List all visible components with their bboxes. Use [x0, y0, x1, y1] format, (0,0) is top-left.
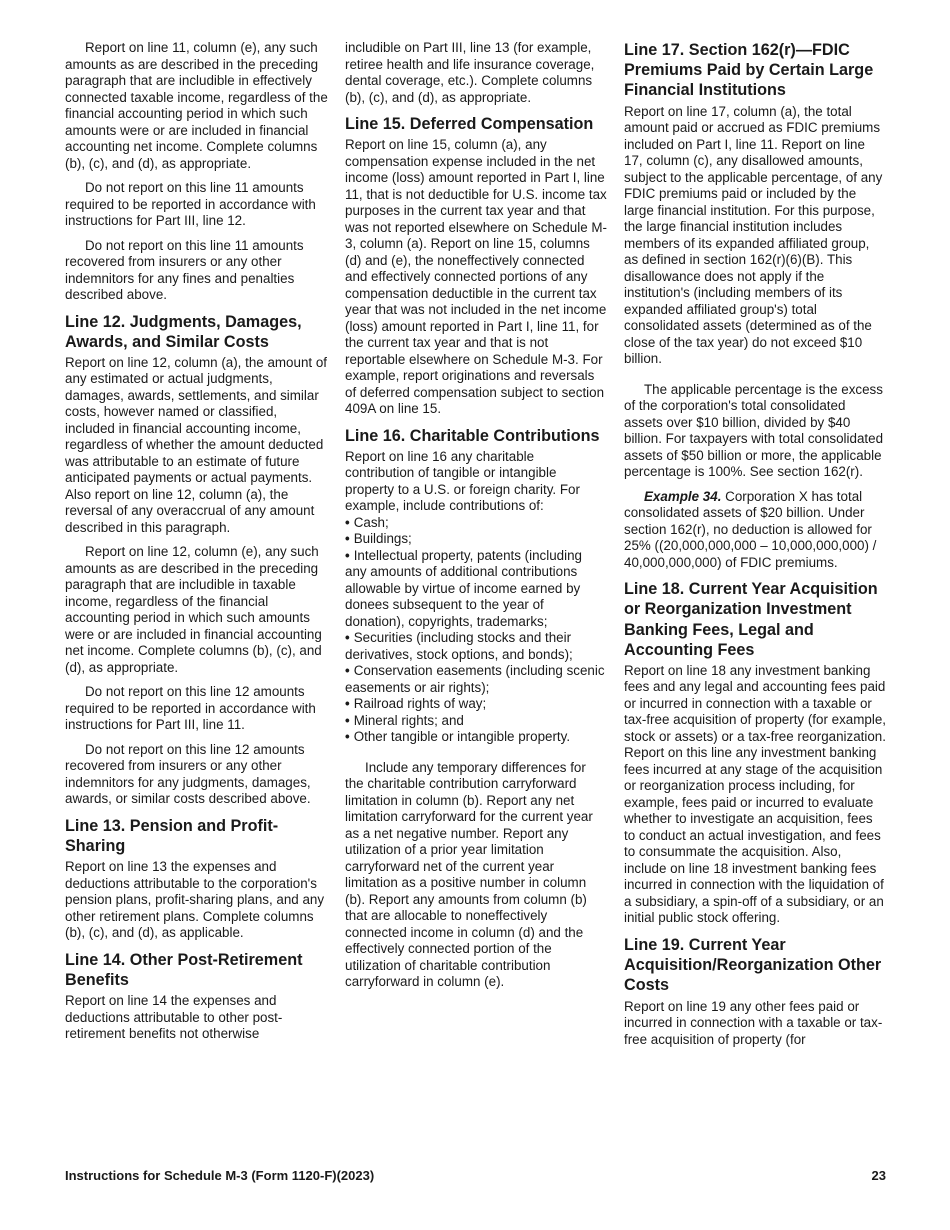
heading-line-19: Line 19. Current Year Acquisition/Reorganization Other Costs [624, 935, 882, 995]
paragraph: Report on line 11, column (e), any such amounts as are described in the preceding paragraph that are includible in effectively connected taxable income, regardless of the financial accounting period in which such amounts were or are included in financial accounting net income. Complete columns (b), (c), and (d), as appropriate. [65, 40, 328, 171]
column-right [624, 40, 886, 1056]
paragraph: The applicable percentage is the excess of the corporation's total consolidated assets over $10 billion, divided by $40 billion. For taxpayers with total consolidated assets of $50 billion or more, the applicable percentage is 100%. See section 162(r). [624, 381, 884, 480]
paragraph: Do not report on this line 11 amounts recovered from insurers or any other indemnitors for any fines and penalties described above. [65, 237, 304, 302]
heading-line-16: Line 16. Charitable Contributions [345, 426, 600, 445]
bullet-icon: • [345, 696, 350, 712]
paragraph: Do not report on this line 12 amounts recovered from insurers or any other indemnitors for any judgments, damages, awards, or similar costs described above. [65, 741, 311, 807]
list-item: • Securities (including stocks and their derivatives, stock options, and bonds); [345, 630, 573, 662]
bullet-icon: • [345, 663, 350, 679]
page-footer [65, 1168, 886, 1183]
paragraph: Report on line 17, column (a), the total amount paid or accrued as FDIC premiums included on Part I, line 11. Report on line 17, column (c), any disallowed amounts, subject to the applicable percentage, of any FDIC premiums paid or included by the large financial institution. For this purpose, the large financial institution includes members of its expanded affiliated group, as defined in section 162(r)(6)(B). This disallowance does not apply if the institution's (including members of its expanded affiliated group's) total consolidated assets (determined as of the close of the tax year) do not exceed $10 billion. [624, 103, 883, 367]
column-left [65, 40, 328, 1051]
bullet-icon: • [345, 531, 350, 547]
list-item: • Cash; [345, 514, 389, 530]
paragraph: Report on line 14 the expenses and deductions attributable to other post-retirement benefits not otherwise [65, 993, 283, 1042]
heading-line-18: Line 18. Current Year Acquisition or Reorganization Investment Banking Fees, Legal and Accounting Fees [624, 580, 878, 659]
paragraph: Report on line 12, column (a), the amount of any estimated or actual judgments, damages, awards, settlements, and similar costs, however named or classified, included in financial accounting income, regardless of whether the amount deducted was attributable to an estimate of future anticipated payments or actual payments. Also report on line 12, column (a), the reversal of any overaccrual of any amount described in this paragraph. [65, 354, 328, 535]
bullet-icon: • [345, 712, 350, 728]
bullet-icon: • [345, 514, 350, 530]
paragraph: Do not report on this line 11 amounts required to be reported in accordance with instructions for Part III, line 12. [65, 180, 316, 228]
bullet-icon: • [345, 729, 350, 745]
paragraph: Report on line 13 the expenses and deductions attributable to the corporation's pension plans, profit-sharing plans, and any other retirement plans. Complete columns (b), (c), and (d), as applicable. [65, 859, 325, 941]
paragraph: Include any temporary differences for the charitable contribution carryforward limitation in column (b). Report any net limitation carryforward for the current year as a net negative number. Report any utilization of a prior year limitation carryforward net of the current year limitation as a positive number in column (b). Report any amounts from column (b) that are allocable to noneffectively connected income in column (d) and the effectively connected portion of the utilization of charitable contribution carryforward in column (e). [345, 759, 593, 990]
paragraph: Report on line 15, column (a), any compensation expense included in the net income (loss) amount reported in Part I, line 11, that is not deductible for U.S. income tax purposes in the current tax year and that was not reported elsewhere on Schedule M-3, column (a). Report on line 15, columns (d) and (e), the noneffectively connected and effectively connected portions of any compensation deductible in the current tax year that was not included in the net income (loss) amount reported in Part I, line 11, for the current tax year and that is not reportable elsewhere on Schedule M-3. For example, report originations and reversals of deferred compensation subject to section 409A on line 15. [345, 137, 608, 417]
list-item: • Mineral rights; and [345, 712, 464, 728]
paragraph: Report on line 16 any charitable contribution of tangible or intangible property to a U.S. or foreign charity. For example, include contributions of: [345, 448, 580, 514]
example-label: Example 34. [644, 488, 722, 504]
paragraph: Report on line 12, column (e), any such amounts as are described in the preceding paragraph that are includible in taxable income, regardless of the financial accounting period in which such amounts were or are included in financial accounting net income. Complete columns (b), (c), and (d), as appropriate. [65, 544, 322, 675]
list-item: • Buildings; [345, 531, 412, 547]
paragraph: Report on line 18 any investment banking fees and any legal and accounting fees paid or incurred in connection with a taxable or tax-free acquisition of property (for example, stock or assets) or a tax-free reorganization. Report on this line any investment banking fees incurred at any stage of the acquisition or reorganization process including, for example, fees paid or incurred to evaluate whether to investigate an acquisition, fees to conduct an actual investigation, and fees to consummate the acquisition. Also, include on line 18 investment banking fees incurred in connection with the liquidation of a subsidiary, a spin-off of a subsidiary, or an initial public stock offering. [624, 662, 886, 926]
paragraph: includible on Part III, line 13 (for example, retiree health and life insurance coverage, dental coverage, etc.). Complete columns (b), (c), and (d), as appropriate. [345, 40, 595, 105]
heading-line-12: Line 12. Judgments, Damages, Awards, and Similar Costs [65, 312, 302, 351]
bullet-icon: • [345, 547, 350, 563]
example-34 [624, 489, 886, 572]
example-text: Corporation X has total consolidated assets of $20 billion. Under section 162(r), no deduction is allowed for 25% ((20,000,000,000 – 10,000,000,000) / 40,000,000,000) of FDIC premiums. [624, 488, 877, 570]
column-middle [345, 40, 607, 999]
list-item: • Railroad rights of way; [345, 696, 487, 712]
footer-title: Instructions for Schedule M-3 (Form 1120-F)(2023) [65, 1168, 375, 1183]
page-number: 23 [871, 1168, 886, 1183]
heading-line-13: Line 13. Pension and Profit-Sharing [65, 816, 279, 856]
heading-line-15: Line 15. Deferred Compensation [345, 115, 594, 133]
list-item: • Intellectual property, patents (including any amounts of additional contributions allowable by virtue of income earned by donees subsequent to the year of donation), copyrights, trademarks; [345, 547, 582, 629]
contribution-list [345, 515, 607, 746]
heading-line-17: Line 17. Section 162(r)—FDIC Premiums Paid by Certain Large Financial Institutions [624, 41, 874, 100]
list-item: • Conservation easements (including scenic easements or air rights); [345, 663, 605, 695]
paragraph: Report on line 19 any other fees paid or incurred in connection with a taxable or tax-free acquisition of property (for [624, 998, 883, 1047]
heading-line-14: Line 14. Other Post-Retirement Benefits [65, 950, 303, 990]
bullet-icon: • [345, 630, 350, 646]
list-item: • Other tangible or intangible property. [345, 729, 571, 745]
paragraph: Do not report on this line 12 amounts required to be reported in accordance with instructions for Part III, line 11. [65, 684, 316, 733]
